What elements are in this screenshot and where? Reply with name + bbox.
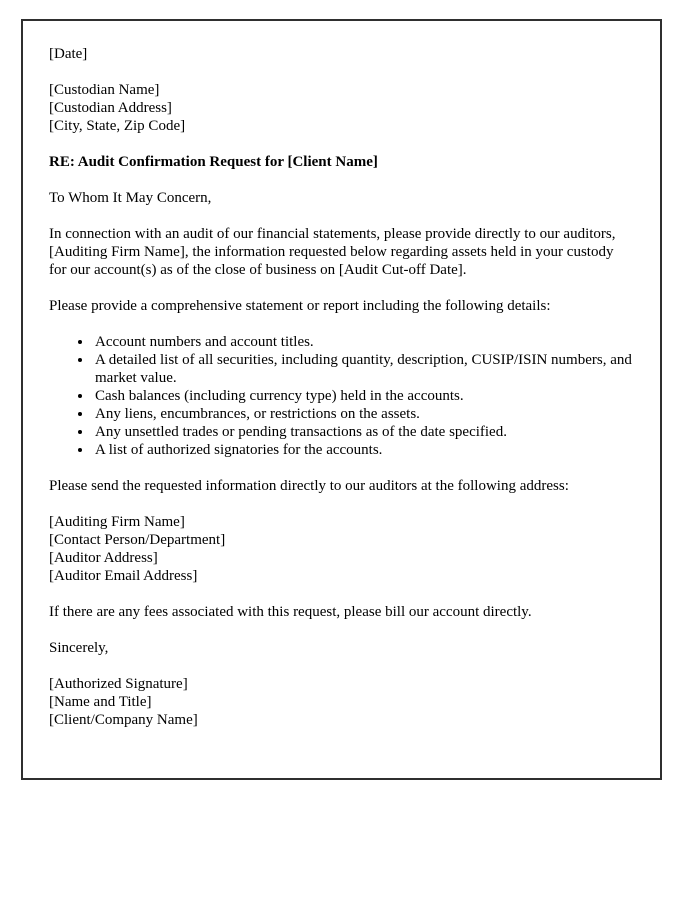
letter-page: [21, 19, 662, 780]
recipient-line: [Custodian Name]: [49, 82, 160, 98]
auditor-line: [Auditor Address]: [49, 550, 158, 566]
bullet-item: • Account numbers and account titles.: [93, 333, 634, 351]
closing: Sincerely,: [49, 640, 109, 656]
bullet-item: • A detailed list of all securities, including quantity, description, CUSIP/ISIN numbers, and market value.: [93, 351, 634, 387]
recipient-address-block: [49, 81, 634, 135]
date-placeholder: [Date]: [49, 46, 88, 62]
auditor-address-block: [49, 513, 634, 585]
recipient-line: [City, State, Zip Code]: [49, 118, 186, 134]
bullet-item: • Any liens, encumbrances, or restrictions on the assets.: [93, 405, 634, 423]
signature-block: [49, 675, 634, 729]
auditor-line: [Contact Person/Department]: [49, 532, 226, 548]
signature-line: [Authorized Signature]: [49, 676, 188, 692]
auditor-line: [Auditor Email Address]: [49, 568, 198, 584]
send-instruction: Please send the requested information directly to our auditors at the following address:: [49, 478, 569, 494]
bullet-item: • A list of authorized signatories for the accounts.: [93, 441, 634, 459]
recipient-line: [Custodian Address]: [49, 100, 172, 116]
bullet-item: • Any unsettled trades or pending transactions as of the date specified.: [93, 423, 634, 441]
bullet-item: • Cash balances (including currency type) held in the accounts.: [93, 387, 634, 405]
subject-line: RE: Audit Confirmation Request for [Client Name]: [49, 154, 378, 170]
salutation: To Whom It May Concern,: [49, 190, 212, 206]
intro-paragraph: In connection with an audit of our financial statements, please provide directly to our auditors, [Auditing Firm Name], the information requested below regarding assets held in your custody for our account(s) as of the close of business on [Audit Cut-off Date].: [49, 226, 616, 278]
signature-line: [Name and Title]: [49, 694, 152, 710]
fees-paragraph: If there are any fees associated with this request, please bill our account directly.: [49, 604, 532, 620]
details-intro: Please provide a comprehensive statement or report including the following details:: [49, 298, 551, 314]
signature-line: [Client/Company Name]: [49, 712, 198, 728]
auditor-line: [Auditing Firm Name]: [49, 514, 185, 530]
details-bullet-list: [49, 333, 634, 459]
